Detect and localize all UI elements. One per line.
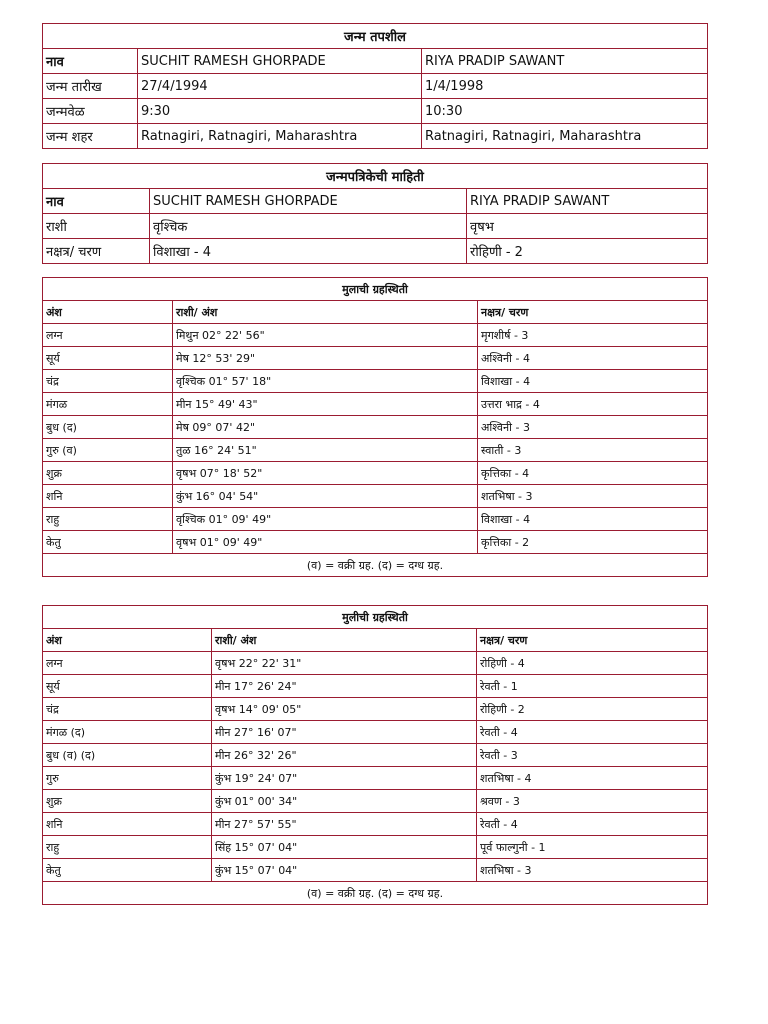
nakshatra-cell: उत्तरा भाद्र - 4 (478, 393, 708, 416)
planet-cell: राहु (43, 836, 212, 859)
planet-cell: मंगळ (द) (43, 721, 212, 744)
planet-cell: गुरु (43, 767, 212, 790)
rashi-cell: वृषभ 22° 22' 31" (212, 652, 477, 675)
boy-nakshatra: विशाखा - 4 (150, 239, 467, 264)
rashi-cell: सिंह 15° 07' 04" (212, 836, 477, 859)
planet-cell: शुक्र (43, 790, 212, 813)
nakshatra-cell: शतभिषा - 4 (477, 767, 708, 790)
girl-name: RIYA PRADIP SAWANT (467, 189, 708, 214)
table-row (43, 721, 708, 744)
nakshatra-cell: शतभिषा - 3 (478, 485, 708, 508)
boy-birth-city: Ratnagiri, Ratnagiri, Maharashtra (138, 124, 422, 149)
row-label: राशी (43, 214, 150, 239)
nakshatra-cell: रेवती - 4 (477, 721, 708, 744)
planet-cell: राहु (43, 508, 173, 531)
planet-cell: केतु (43, 859, 212, 882)
planet-cell: सूर्य (43, 675, 212, 698)
header-cell: नक्षत्र/ चरण (477, 629, 708, 652)
boy-name: SUCHIT RAMESH GHORPADE (138, 49, 422, 74)
rashi-cell: कुंभ 15° 07' 04" (212, 859, 477, 882)
row-label: जन्म शहर (43, 124, 138, 149)
planet-cell: बुध (द) (43, 416, 173, 439)
rashi-cell: वृषभ 01° 09' 49" (173, 531, 478, 554)
table-row (43, 74, 708, 99)
header-cell: राशी/ अंश (173, 301, 478, 324)
girl-birth-time: 10:30 (422, 99, 708, 124)
rashi-cell: तुळ 16° 24' 51" (173, 439, 478, 462)
rashi-cell: वृषभ 14° 09' 05" (212, 698, 477, 721)
rashi-cell: वृषभ 07° 18' 52" (173, 462, 478, 485)
planet-cell: सूर्य (43, 347, 173, 370)
boy-rashi: वृश्चिक (150, 214, 467, 239)
table-header-row (43, 301, 708, 324)
girl-birth-date: 1/4/1998 (422, 74, 708, 99)
planet-cell: शनि (43, 485, 173, 508)
table-row (43, 49, 708, 74)
table-row (43, 214, 708, 239)
rashi-cell: मीन 27° 57' 55" (212, 813, 477, 836)
legend-note: (व) = वक्री ग्रह. (द) = दग्ध ग्रह. (43, 554, 708, 577)
table-row (43, 675, 708, 698)
table-row (43, 439, 708, 462)
row-label: जन्मवेळ (43, 99, 138, 124)
boy-birth-date: 27/4/1994 (138, 74, 422, 99)
boy-planets-table (42, 277, 708, 577)
planet-cell: लग्न (43, 324, 173, 347)
girl-rashi: वृषभ (467, 214, 708, 239)
rashi-cell: वृश्चिक 01° 09' 49" (173, 508, 478, 531)
nakshatra-cell: कृत्तिका - 4 (478, 462, 708, 485)
rashi-cell: कुंभ 19° 24' 07" (212, 767, 477, 790)
planet-cell: बुध (व) (द) (43, 744, 212, 767)
nakshatra-cell: अश्विनी - 4 (478, 347, 708, 370)
planet-cell: लग्न (43, 652, 212, 675)
row-label: नाव (43, 49, 138, 74)
table-row (43, 324, 708, 347)
table-row (43, 836, 708, 859)
girl-name: RIYA PRADIP SAWANT (422, 49, 708, 74)
rashi-cell: मीन 26° 32' 26" (212, 744, 477, 767)
boy-birth-time: 9:30 (138, 99, 422, 124)
planet-cell: शुक्र (43, 462, 173, 485)
birth-details-title: जन्म तपशील (43, 24, 708, 49)
table-row (43, 698, 708, 721)
table-row (43, 124, 708, 149)
planet-cell: चंद्र (43, 698, 212, 721)
table-row (43, 239, 708, 264)
nakshatra-cell: विशाखा - 4 (478, 370, 708, 393)
rashi-cell: कुंभ 16° 04' 54" (173, 485, 478, 508)
rashi-cell: वृश्चिक 01° 57' 18" (173, 370, 478, 393)
girl-birth-city: Ratnagiri, Ratnagiri, Maharashtra (422, 124, 708, 149)
header-cell: अंश (43, 301, 173, 324)
nakshatra-cell: कृत्तिका - 2 (478, 531, 708, 554)
table-row (43, 767, 708, 790)
table-row (43, 790, 708, 813)
rashi-cell: मिथुन 02° 22' 56" (173, 324, 478, 347)
planet-cell: मंगळ (43, 393, 173, 416)
kundali-info-table (42, 163, 708, 264)
rashi-cell: मेष 09° 07' 42" (173, 416, 478, 439)
nakshatra-cell: विशाखा - 4 (478, 508, 708, 531)
row-label: नाव (43, 189, 150, 214)
table-row (43, 370, 708, 393)
table-row (43, 99, 708, 124)
planet-cell: गुरु (व) (43, 439, 173, 462)
rashi-cell: मीन 17° 26' 24" (212, 675, 477, 698)
table-row (43, 813, 708, 836)
legend-note: (व) = वक्री ग्रह. (द) = दग्ध ग्रह. (43, 882, 708, 905)
rashi-cell: कुंभ 01° 00' 34" (212, 790, 477, 813)
header-cell: राशी/ अंश (212, 629, 477, 652)
boy-planets-title: मुलाची ग्रहस्थिती (43, 278, 708, 301)
nakshatra-cell: श्रवण - 3 (477, 790, 708, 813)
table-row (43, 189, 708, 214)
rashi-cell: मेष 12° 53' 29" (173, 347, 478, 370)
table-row (43, 393, 708, 416)
nakshatra-cell: रोहिणी - 2 (477, 698, 708, 721)
table-row (43, 416, 708, 439)
table-row (43, 347, 708, 370)
table-row (43, 859, 708, 882)
table-row (43, 652, 708, 675)
header-cell: अंश (43, 629, 212, 652)
kundali-info-title: जन्मपत्रिकेची माहिती (43, 164, 708, 189)
nakshatra-cell: पूर्व फाल्गुनी - 1 (477, 836, 708, 859)
table-row (43, 508, 708, 531)
nakshatra-cell: शतभिषा - 3 (477, 859, 708, 882)
girl-nakshatra: रोहिणी - 2 (467, 239, 708, 264)
nakshatra-cell: रेवती - 1 (477, 675, 708, 698)
table-row (43, 744, 708, 767)
nakshatra-cell: रेवती - 3 (477, 744, 708, 767)
girl-planets-title: मुलीची ग्रहस्थिती (43, 606, 708, 629)
nakshatra-cell: अश्विनी - 3 (478, 416, 708, 439)
table-row (43, 485, 708, 508)
row-label: नक्षत्र/ चरण (43, 239, 150, 264)
boy-name: SUCHIT RAMESH GHORPADE (150, 189, 467, 214)
nakshatra-cell: रोहिणी - 4 (477, 652, 708, 675)
header-cell: नक्षत्र/ चरण (478, 301, 708, 324)
nakshatra-cell: रेवती - 4 (477, 813, 708, 836)
table-row (43, 462, 708, 485)
planet-cell: केतु (43, 531, 173, 554)
row-label: जन्म तारीख (43, 74, 138, 99)
nakshatra-cell: स्वाती - 3 (478, 439, 708, 462)
table-header-row (43, 629, 708, 652)
birth-details-table (42, 23, 708, 149)
rashi-cell: मीन 15° 49' 43" (173, 393, 478, 416)
table-row (43, 531, 708, 554)
rashi-cell: मीन 27° 16' 07" (212, 721, 477, 744)
girl-planets-table (42, 605, 708, 905)
planet-cell: शनि (43, 813, 212, 836)
planet-cell: चंद्र (43, 370, 173, 393)
nakshatra-cell: मृगशीर्ष - 3 (478, 324, 708, 347)
